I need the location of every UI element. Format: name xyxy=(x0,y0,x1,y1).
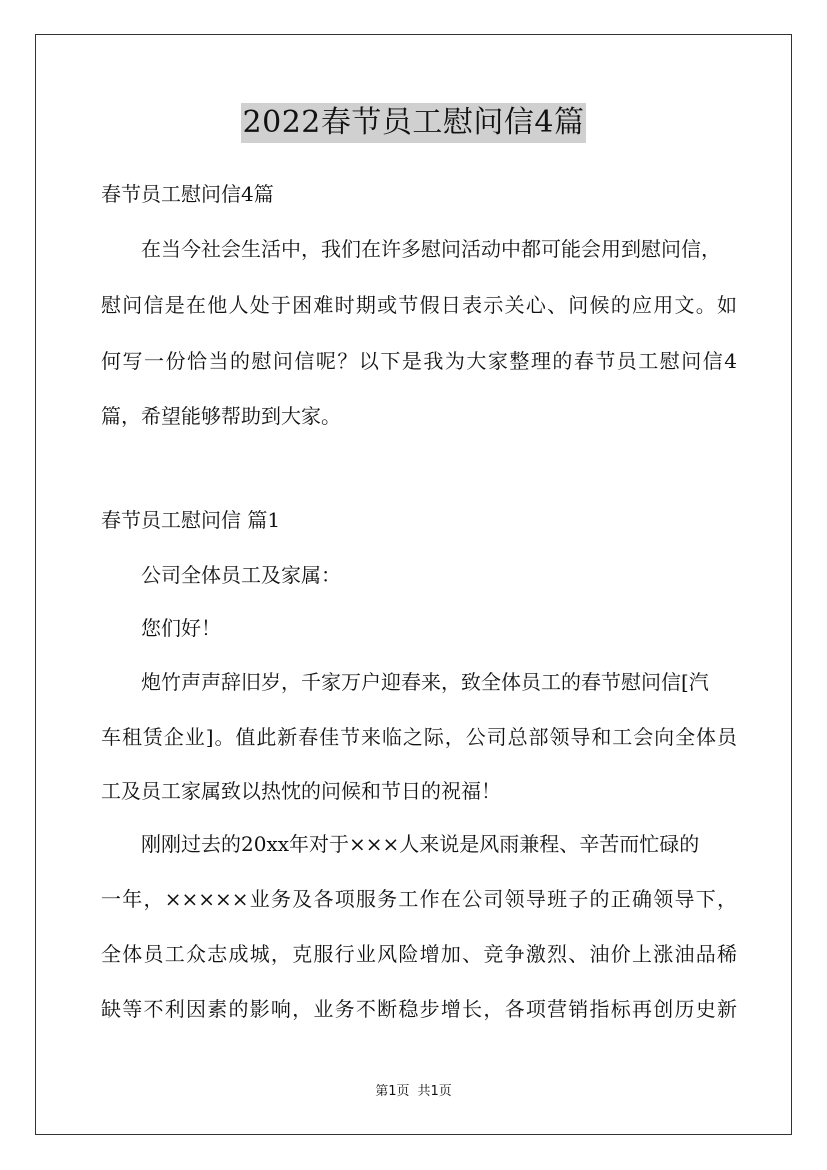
page-footer xyxy=(0,1084,827,1100)
intro-line: 篇，希望能够帮助到大家。 xyxy=(101,404,341,428)
document-subtitle: 春节员工慰问信4篇 xyxy=(101,182,274,206)
paragraph-line: 缺等不利因素的影响，业务不断稳步增长，各项营销指标再创历史新 xyxy=(101,997,737,1021)
intro-line: 慰问信是在他人处于困难时期或节假日表示关心、问候的应用文。如 xyxy=(101,293,737,317)
greeting: 您们好！ xyxy=(141,616,221,640)
intro-line: 何写一份恰当的慰问信呢？以下是我为大家整理的春节员工慰问信4 xyxy=(101,349,737,373)
page-number: 第1页 xyxy=(375,1084,410,1099)
intro-line: 在当今社会生活中，我们在许多慰问活动中都可能会用到慰问信， xyxy=(141,237,721,261)
paragraph-line: 车租赁企业]。值此新春佳节来临之际，公司总部领导和工会向全体员 xyxy=(101,725,737,749)
salutation: 公司全体员工及家属： xyxy=(141,563,341,587)
section-heading: 春节员工慰问信 篇1 xyxy=(101,508,281,532)
document-title: 2022春节员工慰问信4篇 xyxy=(241,103,587,143)
paragraph-line: 工及员工家属致以热忱的问候和节日的祝福！ xyxy=(101,779,501,803)
paragraph-line: 刚刚过去的20xx年对于×××人来说是风雨兼程、辛苦而忙碌的 xyxy=(141,832,700,856)
paragraph-line: 全体员工众志成城，克服行业风险增加、竞争激烈、油价上涨油品稀 xyxy=(101,942,737,966)
paragraph-line: 炮竹声声辞旧岁，千家万户迎春来，致全体员工的春节慰问信[汽 xyxy=(141,670,709,694)
page-total: 共1页 xyxy=(417,1084,452,1099)
paragraph-line: 一年，×××××业务及各项服务工作在公司领导班子的正确领导下， xyxy=(101,887,737,911)
title-wrap xyxy=(0,103,827,143)
